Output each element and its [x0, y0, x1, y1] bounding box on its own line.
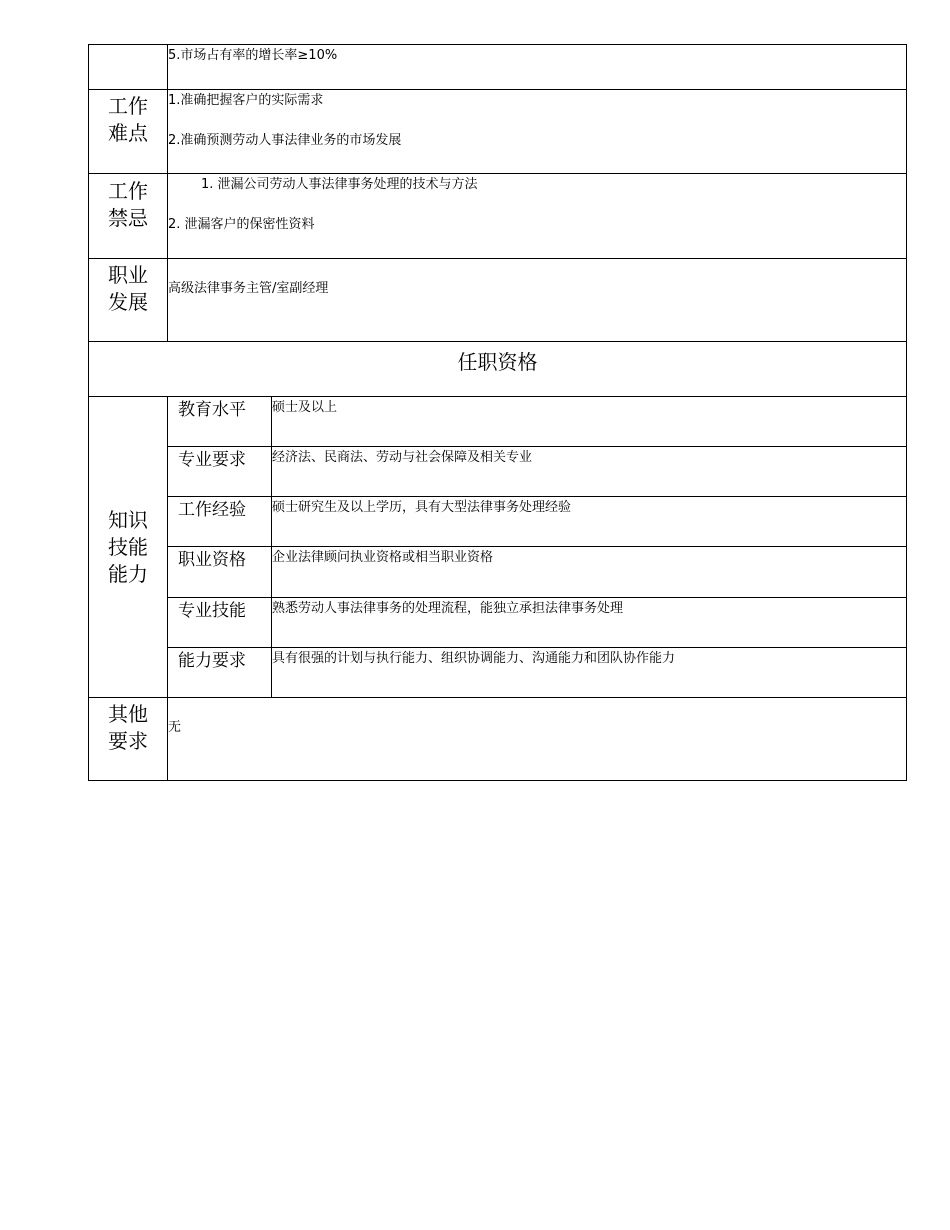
target-item-5: 5.市场占有率的增长率≥10%	[168, 48, 338, 63]
qual-value-education: 硕士及以上	[271, 396, 907, 447]
taboo-line-1: 1. 泄漏公司劳动人事法律事务处理的技术与方法	[201, 177, 478, 192]
other-label	[88, 697, 168, 781]
other-content	[167, 697, 907, 781]
skills-group-label-text: 知识 技能 能力	[108, 507, 148, 586]
career-content	[167, 258, 907, 342]
row-targets-label-cell	[88, 44, 168, 90]
qual-label-education: 教育水平	[167, 396, 272, 447]
difficulty-line-2: 2.准确预测劳动人事法律业务的市场发展	[168, 133, 402, 148]
other-label-text: 其他 要求	[108, 702, 148, 753]
qual-label-abilities: 能力要求	[167, 647, 272, 698]
row-targets-content-cell	[167, 44, 907, 90]
career-label-text: 职业 发展	[108, 263, 148, 314]
taboo-label-text: 工作 禁忌	[108, 179, 148, 230]
qualifications-title: 任职资格	[88, 341, 907, 397]
difficulty-line-1: 1.准确把握客户的实际需求	[168, 93, 324, 108]
qual-value-certification: 企业法律顾问执业资格或相当职业资格	[271, 546, 907, 598]
qual-label-major: 专业要求	[167, 446, 272, 497]
skills-group-label	[88, 396, 168, 698]
difficulty-label-text: 工作 难点	[108, 94, 148, 145]
difficulty-content	[167, 89, 907, 174]
taboo-label	[88, 173, 168, 259]
qual-value-experience: 硕士研究生及以上学历，具有大型法律事务处理经验	[271, 496, 907, 547]
difficulty-label	[88, 89, 168, 174]
qual-label-skills: 专业技能	[167, 597, 272, 648]
taboo-line-2: 2. 泄漏客户的保密性资料	[168, 217, 315, 232]
qual-label-experience: 工作经验	[167, 496, 272, 547]
other-text: 无	[168, 720, 182, 735]
qual-value-abilities: 具有很强的计划与执行能力、组织协调能力、沟通能力和团队协作能力	[271, 647, 907, 698]
qual-label-certification: 职业资格	[167, 546, 272, 598]
qual-value-skills: 熟悉劳动人事法律事务的处理流程，能独立承担法律事务处理	[271, 597, 907, 648]
career-label	[88, 258, 168, 342]
career-text: 高级法律事务主管/室副经理	[168, 281, 329, 296]
qual-value-major: 经济法、民商法、劳动与社会保障及相关专业	[271, 446, 907, 497]
taboo-content	[167, 173, 907, 259]
